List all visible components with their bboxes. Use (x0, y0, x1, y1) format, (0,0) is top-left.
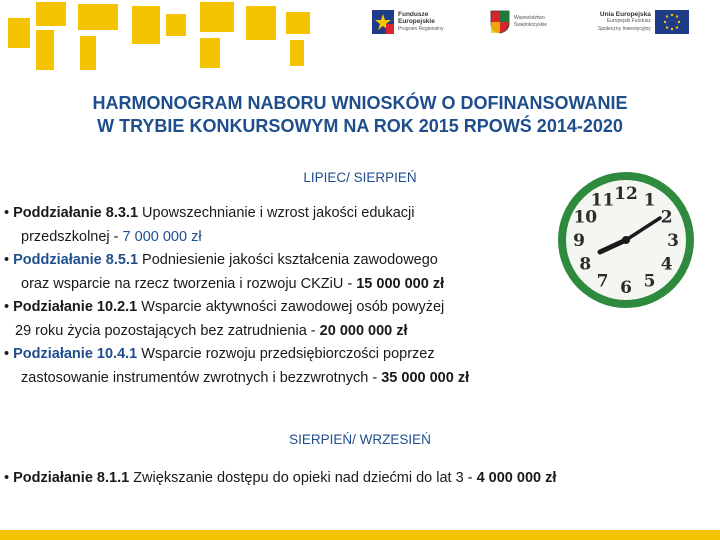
item-desc-cont: 29 roku życia pozostających bez zatrudnienia - (15, 322, 320, 339)
unia-europejska-logo: Unia Europejska Europejski Fundusz Społeczny Inwestycyjny (598, 10, 689, 34)
footer-bar (0, 530, 720, 540)
item-label: Podziałanie 10.4.1 (13, 346, 138, 362)
item-desc: Wsparcie rozwoju przedsiębiorczości poprzez (137, 346, 435, 362)
item-amount: 7 000 000 zł (122, 228, 202, 245)
title-line-1: HARMONOGRAM NABORU WNIOSKÓW O DOFINANSOWANIE (92, 93, 628, 113)
bullet: • (4, 205, 10, 221)
item-desc-cont: zastosowanie instrumentów zwrotnych i bezzwrotnych - (21, 369, 382, 386)
list-item (4, 343, 604, 390)
coat-of-arms-icon (490, 10, 510, 34)
clock-numeral: 7 (596, 271, 609, 292)
list-item (4, 202, 604, 249)
list-item (4, 249, 604, 296)
item-desc-cont: przedszkolnej - (21, 228, 123, 245)
decorative-squares (0, 0, 340, 80)
item-label: Poddziałanie 8.5.1 (13, 252, 139, 268)
logo-bar (372, 10, 712, 50)
item-list (4, 202, 604, 390)
eu-flag-icon (655, 10, 689, 34)
item-amount: 20 000 000 zł (319, 322, 408, 339)
clock-numeral: 3 (667, 231, 679, 251)
clock-numeral: 6 (620, 278, 632, 298)
bullet: • (4, 346, 10, 362)
item-amount: 4 000 000 zł (476, 470, 557, 486)
title-line-2: W TRYBIE KONKURSOWYM NA ROK 2015 RPOWŚ 2014-2020 (97, 116, 623, 136)
item-desc: Wsparcie aktywności zawodowej osób powyżej (137, 299, 445, 315)
wojewodztwo-logo: Województwo Świętokrzyskie (490, 10, 547, 34)
bullet: • (4, 252, 10, 268)
fe-star-icon (372, 10, 394, 34)
list-item (4, 296, 604, 343)
item-amount: 35 000 000 zł (381, 369, 470, 386)
clock-numeral: 8 (579, 254, 592, 275)
clock-numeral: 11 (590, 190, 615, 211)
bullet: • (4, 299, 10, 315)
clock-numeral: 12 (614, 184, 638, 204)
page-title (0, 92, 720, 138)
item-desc: Upowszechnianie i wzrost jakości edukacji (138, 205, 415, 221)
list-item (4, 470, 556, 486)
fundusze-europejskie-logo: Fundusze Europejskie Program Regionalny (372, 10, 444, 34)
clock-numeral: 2 (660, 207, 673, 228)
item-desc: Podniesienie jakości kształcenia zawodowego (138, 252, 438, 268)
clock-numeral: 1 (643, 190, 656, 211)
clock-numeral: 5 (643, 271, 656, 292)
item-desc: Zwiększanie dostępu do opieki nad dziećmi do lat 3 - (129, 470, 477, 486)
clock-numeral: 4 (660, 254, 673, 275)
section-heading-lipiec-sierpien: LIPIEC/ SIERPIEŃ (303, 170, 417, 185)
item-label: Podziałanie 8.1.1 (13, 470, 130, 486)
clock-numeral: 9 (573, 231, 585, 251)
clock-icon (556, 170, 696, 310)
item-label: Podziałanie 10.2.1 (13, 299, 138, 315)
item-amount: 15 000 000 zł (356, 275, 445, 292)
section-heading-sierpien-wrzesien: SIERPIEŃ/ WRZESIEŃ (289, 432, 431, 447)
clock-numeral: 10 (573, 207, 598, 228)
bullet: • (4, 470, 10, 486)
item-desc-cont: oraz wsparcie na rzecz tworzenia i rozwoju CKZiU - (21, 275, 357, 292)
item-label: Poddziałanie 8.3.1 (13, 205, 139, 221)
